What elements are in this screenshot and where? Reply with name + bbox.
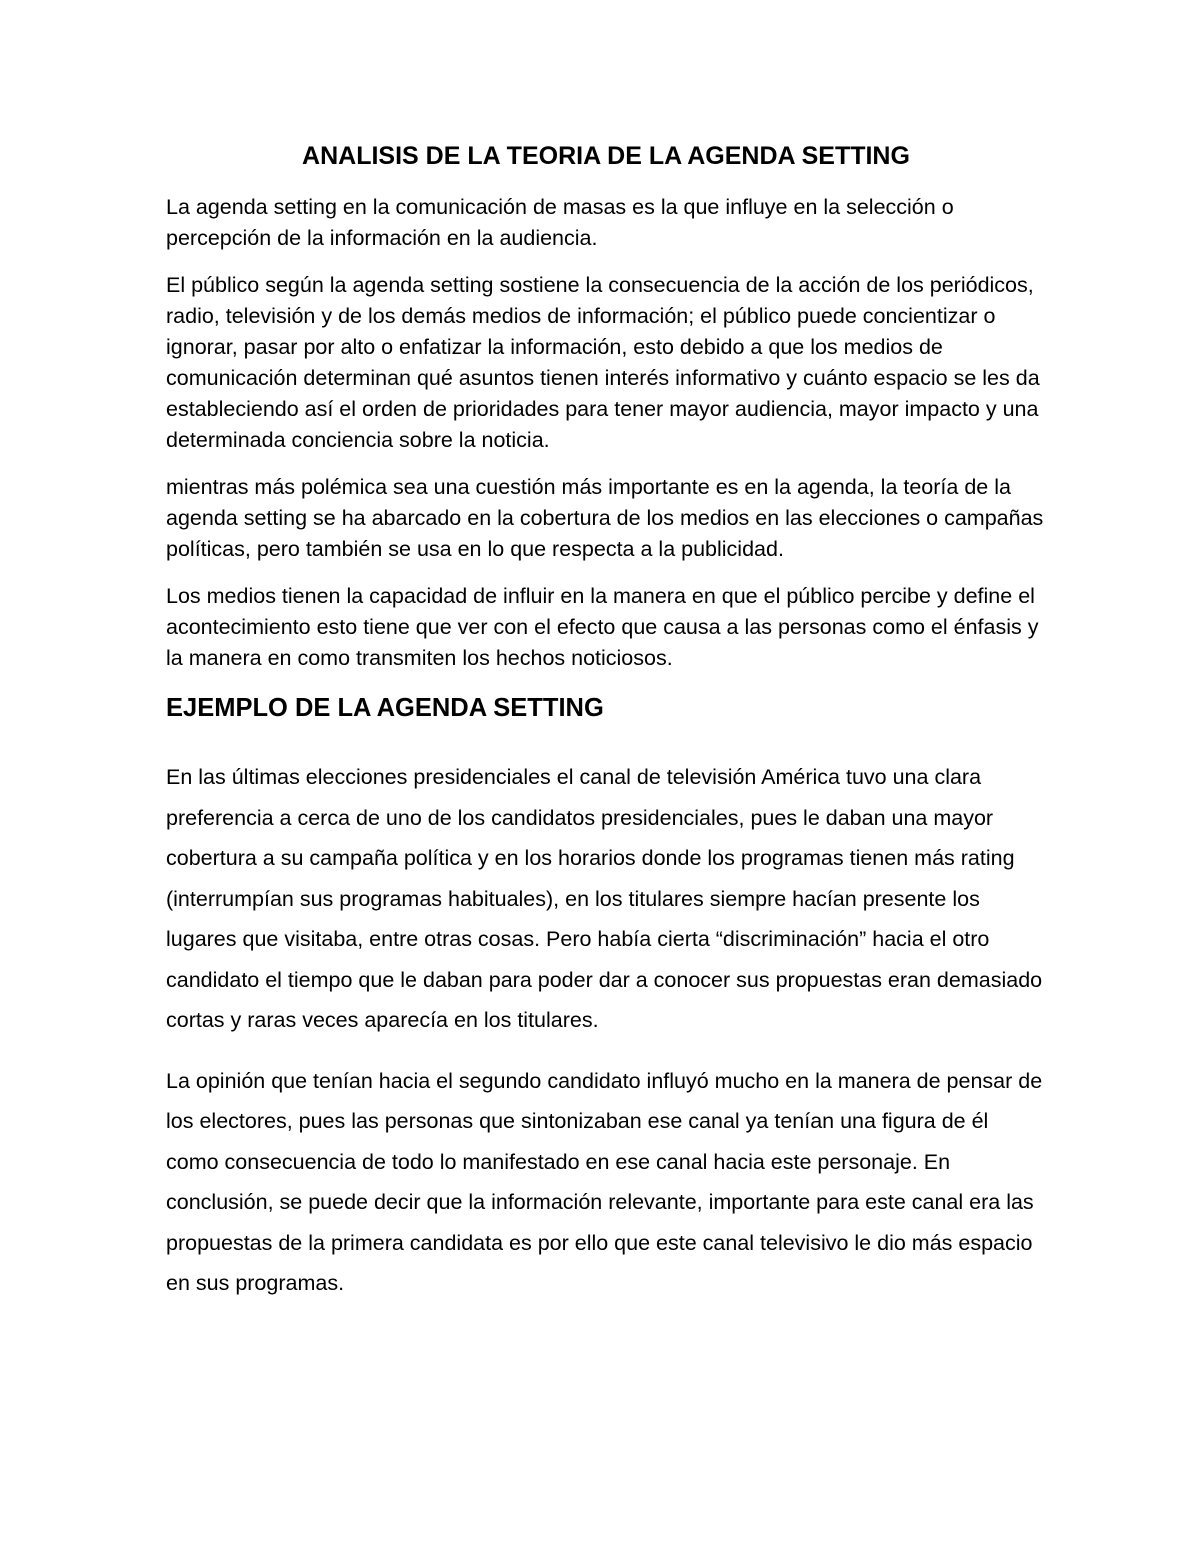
paragraph-2: El público según la agenda setting sostiene la consecuencia de la acción de los periódicos, radio, televisión y de los demás medios de información; el público puede concientizar o ignorar, pasar por alto o enfatizar la información, esto debido a que los medios de comunicación determinan qué asuntos tienen interés informativo y cuánto espacio se les da estableciendo así el orden de prioridades para tener mayor audiencia, mayor impacto y una determinada conciencia sobre la noticia. <box>166 273 1040 452</box>
example-paragraph-1: En las últimas elecciones presidenciales el canal de televisión América tuvo una clara preferencia a cerca de uno de los candidatos presidenciales, pues le daban una mayor cobertura a su campaña política y en los horarios donde los programas tienen más rating (interrumpían sus programas habituales), en los titulares siempre hacían presente los lugares que visitaba, entre otras cosas. Pero había cierta “discriminación” hacia el otro candidato el tiempo que le daban para poder dar a conocer sus propuestas eran demasiado cortas y raras veces aparecía en los titulares. <box>166 765 1043 1032</box>
paragraph-1: La agenda setting en la comunicación de masas es la que influye en la selección o percepción de la información en la audiencia. <box>166 195 954 250</box>
document-title: ANALISIS DE LA TEORIA DE LA AGENDA SETTING <box>302 142 910 170</box>
example-heading: EJEMPLO DE LA AGENDA SETTING <box>166 694 604 722</box>
paragraph-4: Los medios tienen la capacidad de influir en la manera en que el público percibe y define el acontecimiento esto tiene que ver con el efecto que causa a las personas como el énfasis y la manera en como transmiten los hechos noticiosos. <box>166 584 1039 670</box>
document-page <box>166 140 1046 1324</box>
paragraph-3: mientras más polémica sea una cuestión más importante es en la agenda, la teoría de la agenda setting se ha abarcado en la cobertura de los medios en las elecciones o campañas políticas, pero también se usa en lo que respecta a la publicidad. <box>166 475 1044 561</box>
example-paragraph-2: La opinión que tenían hacia el segundo candidato influyó mucho en la manera de pensar de los electores, pues las personas que sintonizaban ese canal ya tenían una figura de él como consecuencia de todo lo manifestado en ese canal hacia este personaje. En conclusión, se puede decir que la información relevante, importante para este canal era las propuestas de la primera candidata es por ello que este canal televisivo le dio más espacio en sus programas. <box>166 1068 1043 1295</box>
